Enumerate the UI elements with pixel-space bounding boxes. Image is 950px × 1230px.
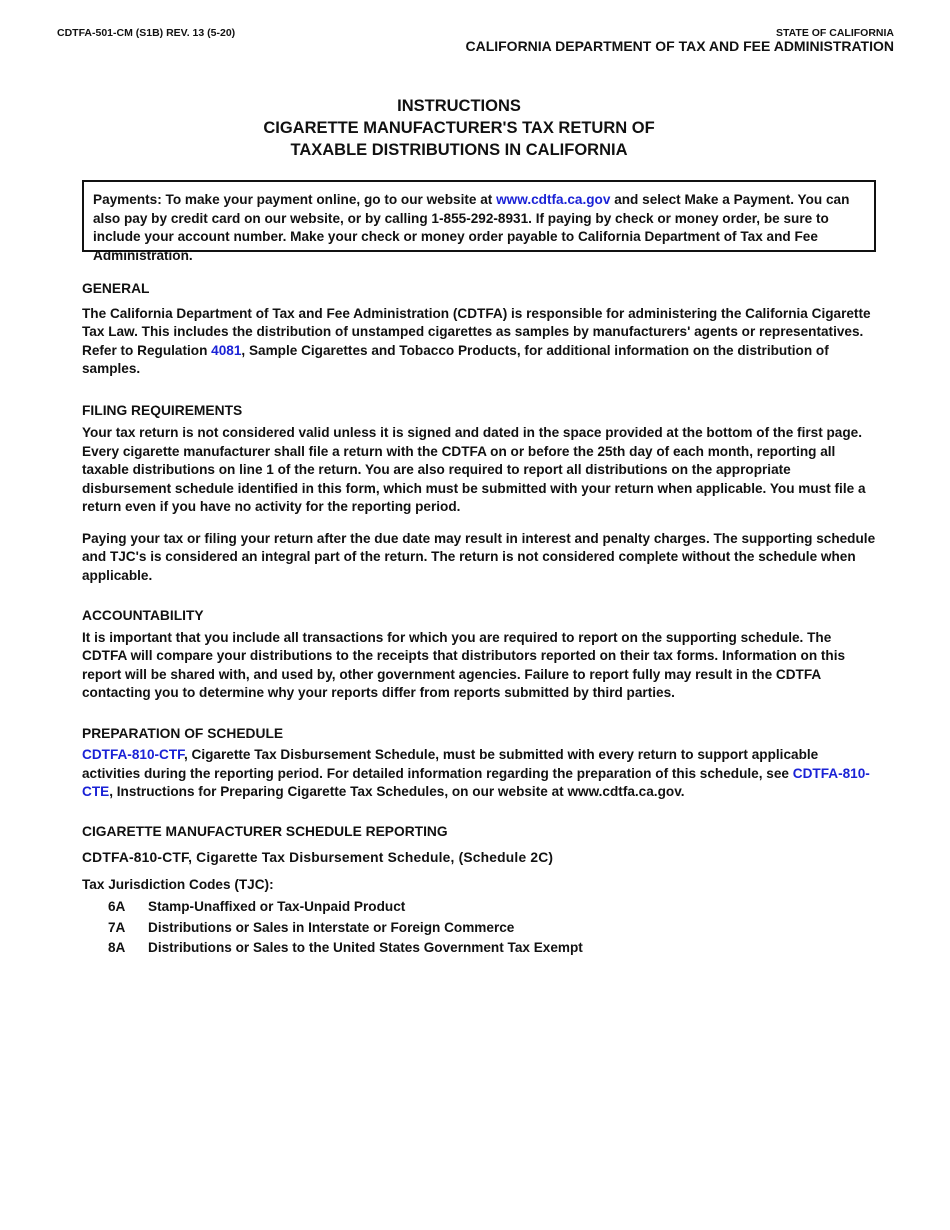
accountability-section <box>82 607 877 703</box>
page-title <box>0 95 918 161</box>
instructions-content <box>82 280 877 959</box>
preparation-text-b: , Instructions for Preparing Cigarette Tax Schedules, on our website at www.cdtfa.ca.gov. <box>109 784 685 799</box>
preparation-heading: PREPARATION OF SCHEDULE <box>82 725 284 741</box>
general-paragraph <box>82 305 877 379</box>
filing-paragraph-1: Your tax return is not considered valid unless it is signed and dated in the space provided at the bottom of the first page. Every cigarette manufacturer shall file a return with the CDTFA on or before the 25th day of each month, reporting all taxable distributions on line 1 of the return. You are also required to report all distributions on the appropriate disbursement schedule identified in this form, which must be submitted with your return when applicable. You must file a return even if you have no activity for the reporting period. <box>82 425 866 514</box>
cdtfa-810-cte-link[interactable]: CDTFA-810-CTE <box>82 765 870 799</box>
tjc-code: 6A <box>108 899 126 914</box>
filing-paragraph-2: Paying your tax or filing your return after the due date may result in interest and penalty charges. The supporting schedule and TJC's is considered an integral part of the return. The return is not considered complete without the schedule when applicable. <box>82 530 876 583</box>
general-text-a: The California Department of Tax and Fee Administration (CDTFA) is responsible for administering the California Cigarette Tax Law. This includes the distribution of unstamped cigarettes as samples by manufacturers' agents or representatives. Refer to Regulation <box>82 305 871 358</box>
general-heading: GENERAL <box>82 281 150 296</box>
agency-name: CALIFORNIA DEPARTMENT OF TAX AND FEE ADMINISTRATION <box>465 38 894 54</box>
state-label: STATE OF CALIFORNIA <box>775 27 894 39</box>
general-section <box>82 280 877 379</box>
payment-text-a: Payments: To make your payment online, go to our website at <box>93 192 497 207</box>
preparation-text-a: , Cigarette Tax Disbursement Schedule, must be submitted with every return to support applicable activities during the reporting period. For detailed information regarding the preparation of this schedule, see <box>82 747 819 781</box>
preparation-paragraph <box>82 746 877 802</box>
tjc-item <box>82 897 877 918</box>
cdtfa-website-link[interactable]: www.cdtfa.ca.gov <box>496 192 611 207</box>
tjc-description: Stamp-Unaffixed or Tax-Unpaid Product <box>148 899 406 914</box>
tjc-description: Distributions or Sales in Interstate or Foreign Commerce <box>148 919 515 935</box>
filing-section <box>82 402 877 586</box>
tjc-code: 7A <box>108 919 126 935</box>
tjc-list <box>82 897 877 959</box>
accountability-paragraph: It is important that you include all transactions for which you are required to report on the supporting schedule. The CDTFA will compare your distributions to the receipts that distributors reported on their tax forms. Information on this report will be shared with, and used by, other government agencies. Failure to report fully may result in the CDTFA contacting you to determine why your reports differ from reports submitted by third parties. <box>82 629 846 700</box>
title-line-1: INSTRUCTIONS <box>397 97 521 115</box>
tjc-description: Distributions or Sales to the United States Government Tax Exempt <box>148 940 583 955</box>
tjc-label: Tax Jurisdiction Codes (TJC): <box>82 876 274 892</box>
reporting-heading: CIGARETTE MANUFACTURER SCHEDULE REPORTING <box>82 823 448 839</box>
payment-text-b: and select Make a Payment. You can also pay by credit card on our website, or by calling 1-855-292-8931. If paying by check or money order, be sure to include your account number. Make your check or money order payable to California Department of Tax and Fee Administration. <box>93 192 850 263</box>
schedule-title: CDTFA-810-CTF, Cigarette Tax Disbursement Schedule, (Schedule 2C) <box>82 850 554 865</box>
accountability-heading: ACCOUNTABILITY <box>82 608 204 623</box>
payment-notice-box <box>82 180 876 263</box>
title-line-3: TAXABLE DISTRIBUTIONS IN CALIFORNIA <box>290 141 628 159</box>
tjc-item <box>82 938 877 959</box>
reporting-section <box>82 823 877 959</box>
general-text-b: , Sample Cigarettes and Tobacco Products, for additional information on the distribution of samples. <box>82 342 829 376</box>
preparation-section <box>82 725 877 802</box>
tjc-code: 8A <box>108 940 126 955</box>
form-id: CDTFA-501-CM (S1B) REV. 13 (5-20) <box>57 27 236 39</box>
cdtfa-810-ctf-link[interactable]: CDTFA-810-CTF <box>82 747 184 762</box>
filing-heading: FILING REQUIREMENTS <box>82 402 243 418</box>
title-line-2: CIGARETTE MANUFACTURER'S TAX RETURN OF <box>263 119 655 137</box>
tjc-item <box>82 918 877 939</box>
regulation-4081-link[interactable]: 4081 <box>211 342 242 358</box>
